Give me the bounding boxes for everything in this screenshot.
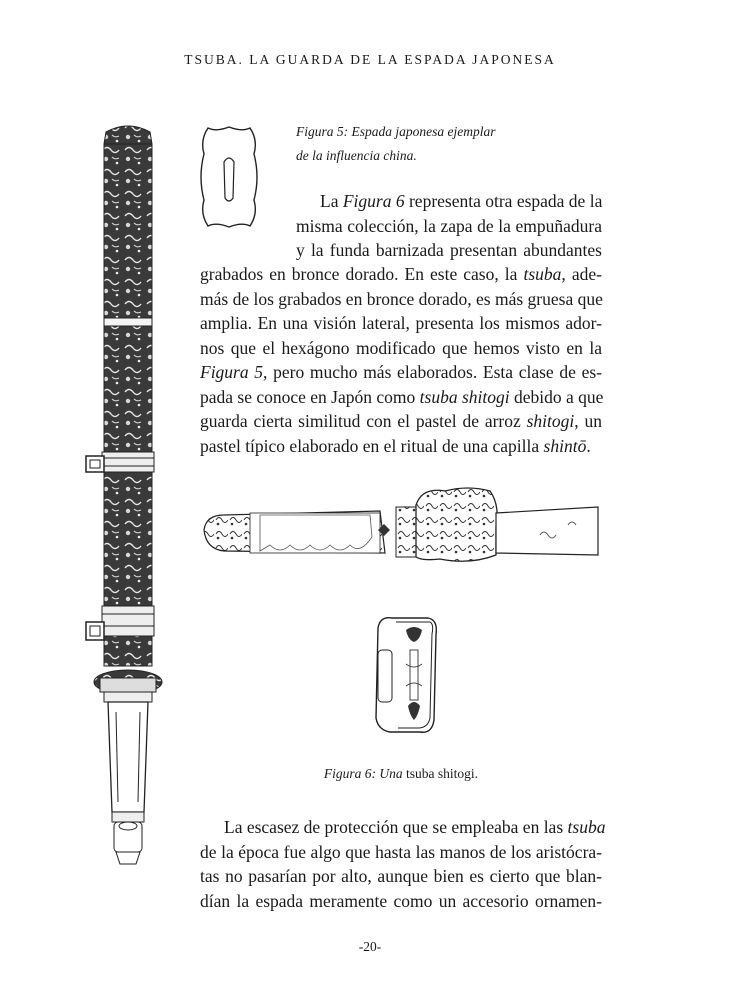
text-run: misma colección, la zapa de la empuñadura xyxy=(296,215,602,236)
text-line xyxy=(200,864,602,889)
italic-term: Figura 6 xyxy=(342,191,405,211)
text-line xyxy=(200,889,602,914)
japanese-sword-illustration xyxy=(78,122,178,902)
italic-term: tsuba xyxy=(567,817,606,837)
text-run: ade- xyxy=(565,264,602,284)
text-run: , pero mucho más elaborados. Esta clase de es- xyxy=(263,362,602,382)
text-run: . xyxy=(586,435,591,456)
caption-roman: tsuba shitogi. xyxy=(402,766,479,781)
text-run: representa otra espada de la xyxy=(404,191,603,211)
text-run: y la funda barnizada presentan abundantes xyxy=(296,240,602,260)
text-line xyxy=(200,360,602,385)
text-line xyxy=(200,385,602,410)
italic-term: shitogi xyxy=(526,411,575,431)
text-run: , un xyxy=(574,411,602,431)
paragraph2 xyxy=(200,815,606,913)
shitogi-sword-illustration xyxy=(200,485,602,575)
figure6-caption xyxy=(200,766,602,782)
caption-line: de la influencia china. xyxy=(296,148,417,163)
text-line xyxy=(200,434,602,459)
figure5-caption xyxy=(296,120,596,168)
page-number: -20- xyxy=(358,939,382,954)
text-line xyxy=(200,262,602,287)
text-line xyxy=(200,840,602,865)
running-header: TSUBA. LA GUARDA DE LA ESPADA JAPONESA xyxy=(184,52,556,67)
text-line xyxy=(296,214,602,239)
text-run: más de los grabados en bronce dorado, es más gruesa que xyxy=(200,288,603,309)
caption-line: Figura 5: Espada japonesa ejemplar xyxy=(296,124,496,139)
text-run: La xyxy=(320,191,343,211)
text-run: dían la espada meramente como un accesorio ornamen- xyxy=(200,890,602,911)
text-run: tas no pasarían por alto, aunque bien es cierto que blan- xyxy=(200,866,602,886)
italic-term: Figura 5 xyxy=(200,362,264,382)
tsuba-outline-figure5 xyxy=(198,124,260,230)
text-run: amplia. En una visión lateral, presenta los mismos ador- xyxy=(200,313,602,333)
text-line xyxy=(200,409,602,434)
text-run: de la época fue algo que hasta las manos de los aristócra- xyxy=(200,841,602,862)
text-line xyxy=(200,311,602,336)
italic-term: tsuba shitogi xyxy=(419,386,510,407)
text-line xyxy=(200,815,606,840)
text-line xyxy=(296,238,602,263)
shitogi-tsuba-side-illustration xyxy=(370,610,442,742)
paragraph1-full-width xyxy=(200,262,602,458)
text-run: debido a que xyxy=(509,386,604,407)
text-run: guarda cierta similitud con el pastel de arroz xyxy=(200,411,527,431)
caption-italic: Figura 6: Una xyxy=(323,766,403,781)
text-line xyxy=(200,287,602,312)
text-run: nos que el hexágono modificado que hemos visto en la xyxy=(200,337,602,358)
text-run: pada se conoce en Japón como xyxy=(200,386,420,407)
text-run: pastel típico elaborado en el ritual de una capilla xyxy=(200,435,544,456)
italic-term: shintō xyxy=(543,435,587,456)
text-run: grabados en bronce dorado. En este caso, la xyxy=(200,264,524,284)
text-line xyxy=(200,336,602,361)
text-line xyxy=(296,189,602,214)
italic-term: tsuba, xyxy=(523,264,566,284)
text-run: La escasez de protección que se empleaba en las xyxy=(224,817,568,837)
paragraph1-wrapped xyxy=(296,189,602,263)
